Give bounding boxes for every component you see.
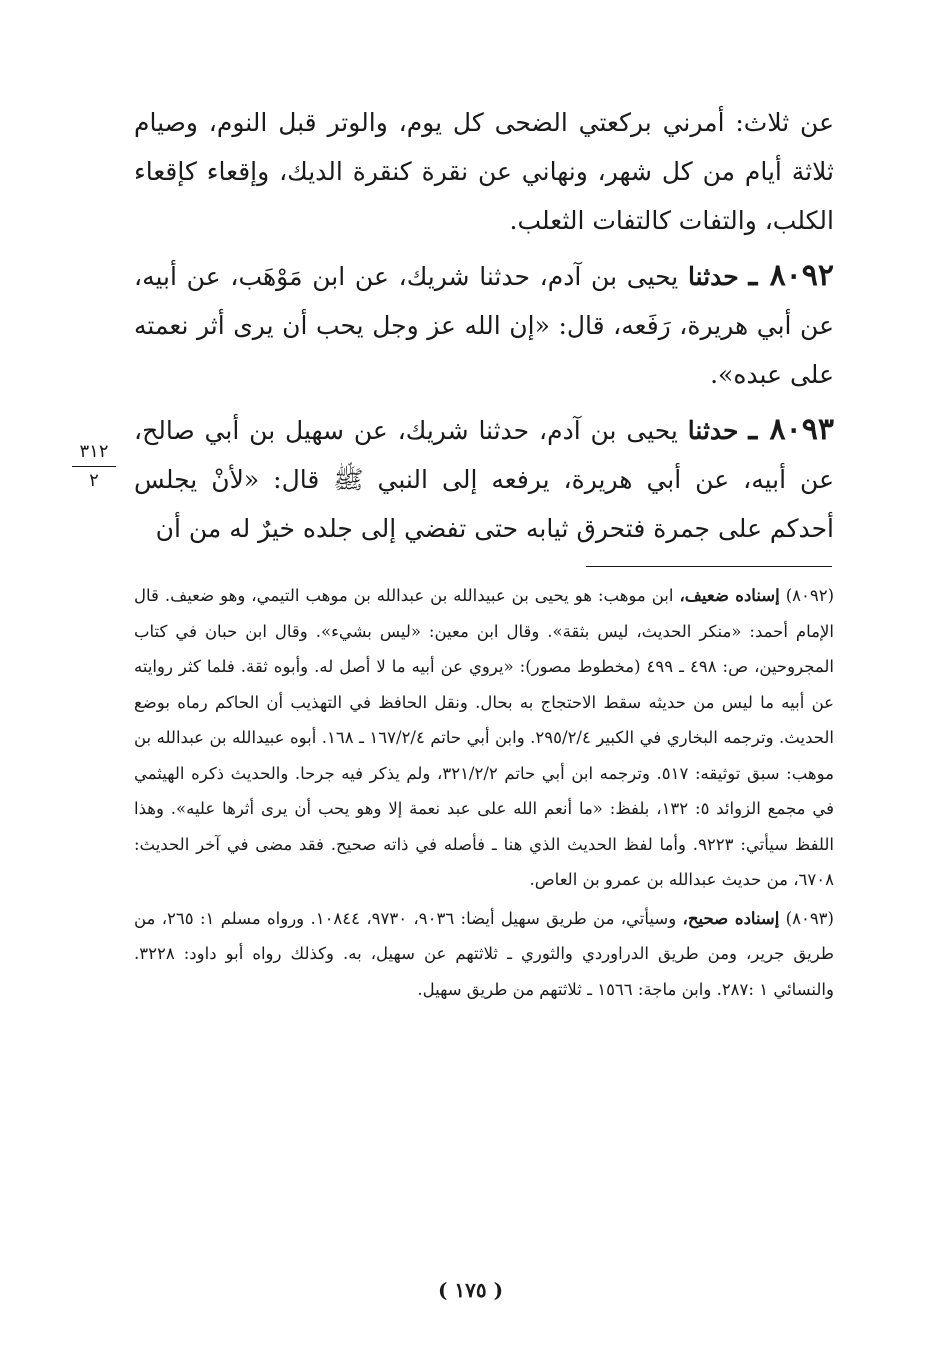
hadith-number: ٨٠٩٣ ـ [748,412,834,447]
margin-ref-bottom: ٢ [89,470,99,491]
hadith-text: يحيى بن آدم، حدثنا شريك، عن ابن مَوْهَب، عن أبيه، عن أبي هريرة، رَفَعه، قال: «إن الله عز وجل يحب أن يرى أثر نعمته على عبده». [134,262,834,389]
margin-ref-top: ٣١٢ [79,441,109,462]
footnotes [134,578,834,1010]
hadith-lead-word: حدثنا [687,416,739,445]
page-number: ( ١٧٥ ) [437,1278,504,1302]
footnote-ref: (٨٠٩٣) [785,908,834,928]
hadith-lead-word: حدثنا [688,262,739,291]
hadith-text: يحيى بن آدم، حدثنا شريك، عن سهيل بن أبي صالح، عن أبيه، عن أبي هريرة، يرفعه إلى النبي ﷺ قال: «لأنْ يجلس أحدكم على جمرة فتحرق ثيابه حتى تفضي إلى جلده خيرٌ له من أن [134,416,834,543]
hadith-8093 [134,405,834,553]
footnote-grading: إسناده صحيح، [682,908,780,928]
hadith-8092 [134,251,834,399]
margin-ref-rule [72,466,116,467]
main-text [134,98,834,559]
footnote-text: وسيأتي، من طريق سهيل أيضا: ٩٠٣٦، ٩٧٣٠، ١٠٨٤٤. ورواه مسلم ١: ٢٦٥، من طريق جرير، ومن طريق الدراوردي والثوري ـ ثلاثتهم عن سهيل، به. وكذلك رواه أبو داود: ٣٢٢٨. والنسائي ١ :٢٨٧. وابن ماجة: ١٥٦٦ ـ ثلاثتهم من طريق سهيل. [134,908,834,999]
footnote-separator [586,566,832,567]
margin-page-reference [66,440,122,493]
footnote-text: ابن موهب: هو يحيى بن عبيدالله بن عبدالله بن موهب التيمي، وهو ضعيف. قال الإمام أحمد: «منكر الحديث، ليس بثقة». وقال ابن معين: «ليس بشيء». وقال ابن حبان في كتاب المجروحين، ص: ٤٩٨ ـ ٤٩٩ (مخطوط مصور): «يروي عن أبيه ما لا أصل له. وأبوه ثقة. فلما كثر روايته عن أبيه ما ليس من حديثه سقط الاحتجاج به بحال. ونقل الحافظ في التهذيب أن الحاكم رماه بوضع الحديث. وترجمه البخاري في الكبير ٢٩٥/٢/٤. وابن أبي حاتم ١٦٧/٢/٤ ـ ١٦٨. أبوه عبيدالله بن عبدالله بن موهب: سبق توثيقه: ٥١٧. وترجمه ابن أبي حاتم ٣٢١/٢/٢، ولم يذكر فيه جرحا. والحديث ذكره الهيثمي في مجمع الزوائد ٥: ١٣٢، بلفظ: «ما أنعم الله على عبد نعمة إلا وهو يحب أن يرى أثرها عليه». وهذا اللفظ سيأتي: ٩٢٢٣. وأما لفظ الحديث الذي هنا ـ فأصله في ذاته صحيح. فقد مضى في آخر الحديث: ٦٧٠٨، من حديث عبدالله بن عمرو بن العاص. [134,586,835,889]
hadith-number: ٨٠٩٢ ـ [748,258,835,293]
continuation-text: عن ثلاث: أمرني بركعتي الضحى كل يوم، والوتر قبل النوم، وصيام ثلاثة أيام من كل شهر، ونهاني عن نقرة كنقرة الديك، وإقعاء كإقعاء الكلب، والتفات كالتفات الثعلب. [134,108,834,235]
footnote-ref: (٨٠٩٢) [785,586,835,605]
footnote-8093 [134,901,834,1008]
footnote-8092 [134,578,834,898]
continuation-paragraph [134,98,834,245]
footnote-grading: إسناده ضعيف، [679,586,780,605]
